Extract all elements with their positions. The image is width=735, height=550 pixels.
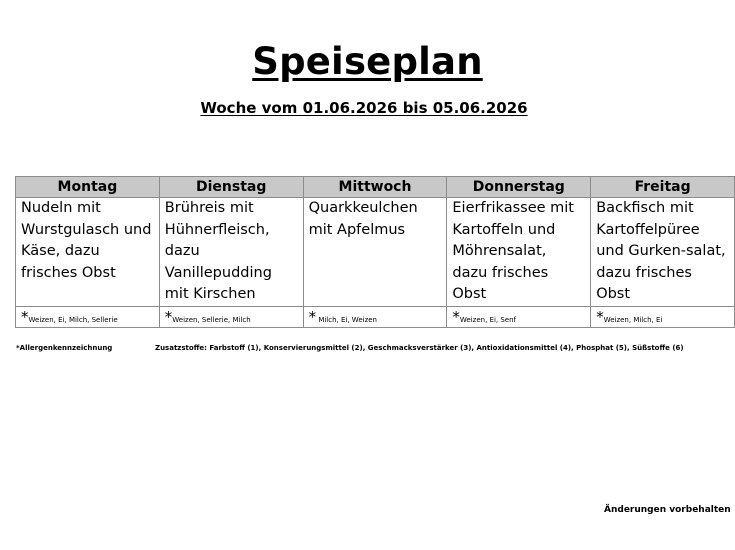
day-header-friday: Freitag [591, 177, 735, 198]
allergen-list: Weizen, Ei, Milch, Sellerie [28, 316, 118, 324]
allergen-marker: * [21, 308, 29, 326]
allergen-marker: * [596, 308, 604, 326]
day-header-monday: Montag [16, 177, 160, 198]
allergens-tuesday [159, 306, 303, 327]
allergen-legend: *Allergenkennzeichnung [16, 344, 113, 352]
allergen-list: Milch, Ei, Weizen [316, 316, 377, 324]
additives-legend: Zusatzstoffe: Farbstoff (1), Konservierungsmittel (2), Geschmacksverstärker (3), Antioxidationsmittel (4), Phosphat (5), Süßstoffe (6) [155, 344, 684, 352]
allergens-thursday [447, 306, 591, 327]
page-title: Speiseplan [252, 40, 483, 83]
day-header-tuesday: Dienstag [159, 177, 303, 198]
meal-tuesday: Brühreis mit Hühnerfleisch, dazu Vanillepudding mit Kirschen [159, 198, 303, 307]
allergen-marker: * [308, 308, 317, 326]
allergen-marker: * [164, 308, 173, 326]
allergen-list: Weizen, Sellerie, Milch [172, 316, 251, 324]
allergen-marker: * [452, 308, 460, 326]
day-header-thursday: Donnerstag [447, 177, 591, 198]
allergens-monday [16, 306, 160, 327]
day-header-row [16, 177, 735, 198]
allergens-wednesday [303, 306, 447, 327]
allergen-list: Weizen, Ei, Senf [459, 316, 516, 324]
week-range: Woche vom 01.06.2026 bis 05.06.2026 [200, 99, 528, 117]
meal-thursday: Eierfrikassee mit Kartoffeln und Möhrensalat, dazu frisches Obst [447, 198, 591, 307]
allergens-friday [591, 306, 735, 327]
day-header-wednesday: Mittwoch [303, 177, 447, 198]
meal-monday: Nudeln mit Wurstgulasch und Käse, dazu frisches Obst [16, 198, 160, 307]
allergen-row [16, 306, 735, 327]
allergen-list: Weizen, Milch, Ei [603, 316, 663, 324]
meal-friday: Backfisch mit Kartoffelpüree und Gurken-salat, dazu frisches Obst [591, 198, 735, 307]
meal-wednesday: Quarkkeulchen mit Apfelmus [303, 198, 447, 307]
changes-reserved-note: Änderungen vorbehalten [604, 505, 731, 515]
meal-row [16, 198, 735, 307]
meal-plan-table [15, 176, 735, 328]
